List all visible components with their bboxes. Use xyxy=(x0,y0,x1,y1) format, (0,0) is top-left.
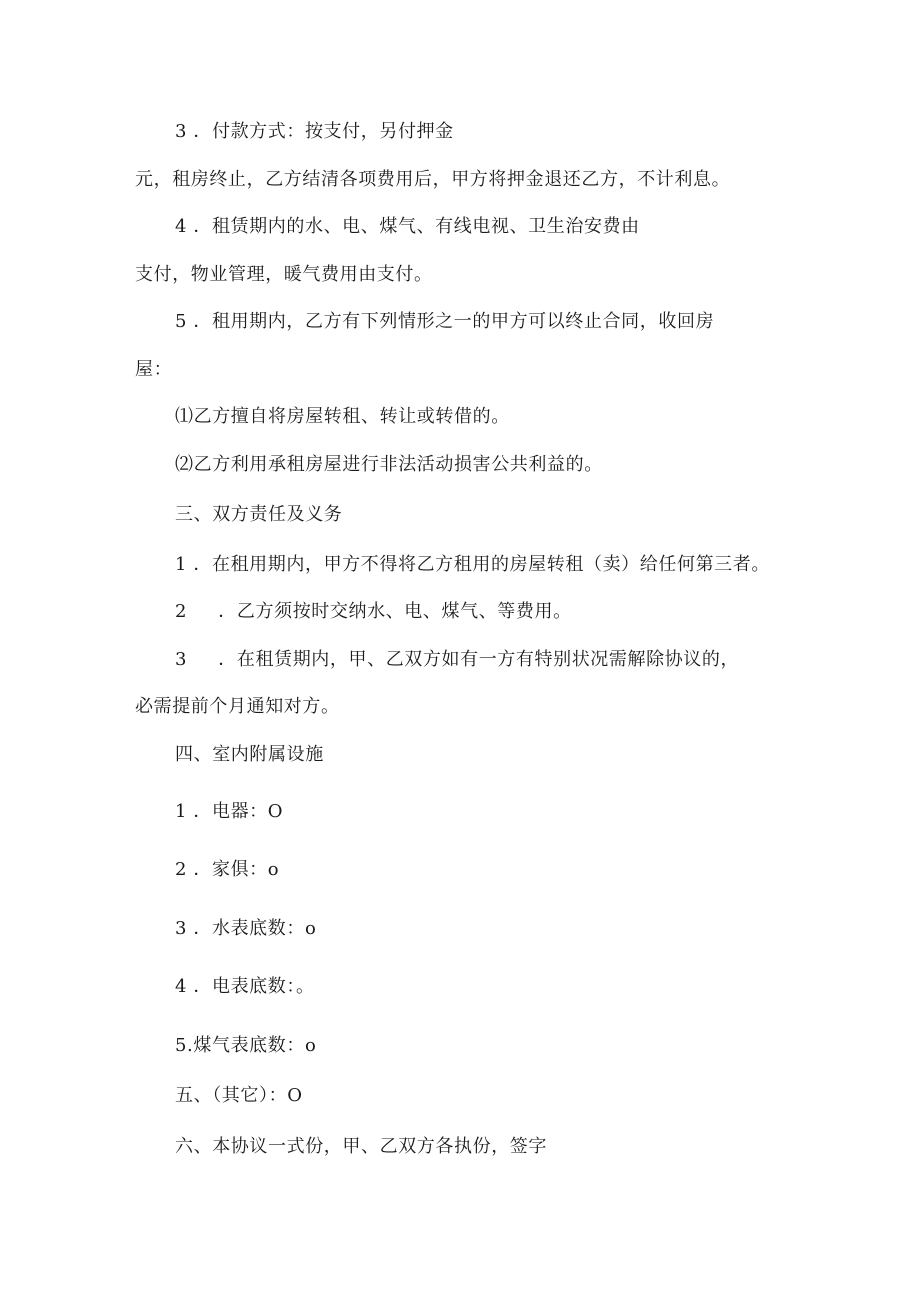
payment-method-clause-continued: 元，租房终止，乙方结清各项费用后，甲方将押金退还乙方，不计利息。 xyxy=(135,169,731,190)
section-heading-other: 五、（其它）：O xyxy=(175,1085,303,1106)
termination-condition-2: ⑵乙方利用承租房屋进行非法活动损害公共利益的。 xyxy=(175,454,603,475)
payment-method-clause: 3 ．付款方式：按支付，另付押金 xyxy=(175,121,454,142)
section-heading-responsibilities: 三、双方责任及义务 xyxy=(175,504,343,525)
facility-item-furniture: 2 ．家俱：o xyxy=(175,859,280,880)
section-heading-copies: 六、本协议一式份，甲、乙双方各执份，签字 xyxy=(175,1136,547,1157)
utility-fees-clause: 4 ．租赁期内的水、电、煤气、有线电视、卫生治安费由 xyxy=(175,216,640,237)
facility-item-water-meter: 3 ．水表底数：o xyxy=(175,918,317,939)
facility-item-appliances: 1 ．电器：O xyxy=(175,801,284,822)
responsibility-clause-2: 2 ．乙方须按时交纳水、电、煤气、等费用。 xyxy=(175,601,572,622)
termination-clause-continued: 屋： xyxy=(135,359,173,380)
facility-item-gas-meter: 5.煤气表底数：o xyxy=(175,1035,317,1056)
termination-clause: 5 ．租用期内，乙方有下列情形之一的甲方可以终止合同，收回房 xyxy=(175,311,715,332)
responsibility-clause-3-continued: 必需提前个月通知对方。 xyxy=(135,696,340,717)
facility-item-electric-meter: 4 ．电表底数：。 xyxy=(175,976,315,997)
utility-fees-clause-continued: 支付，物业管理，暖气费用由支付。 xyxy=(135,264,433,285)
section-heading-facilities: 四、室内附属设施 xyxy=(175,744,324,765)
termination-condition-1: ⑴乙方擅自将房屋转租、转让或转借的。 xyxy=(175,406,510,427)
responsibility-clause-3: 3 ．在租赁期内，甲、乙双方如有一方有特别状况需解除协议的， xyxy=(175,649,740,670)
responsibility-clause-1: 1 ．在租用期内，甲方不得将乙方租用的房屋转租（卖）给任何第三者。 xyxy=(175,554,770,575)
